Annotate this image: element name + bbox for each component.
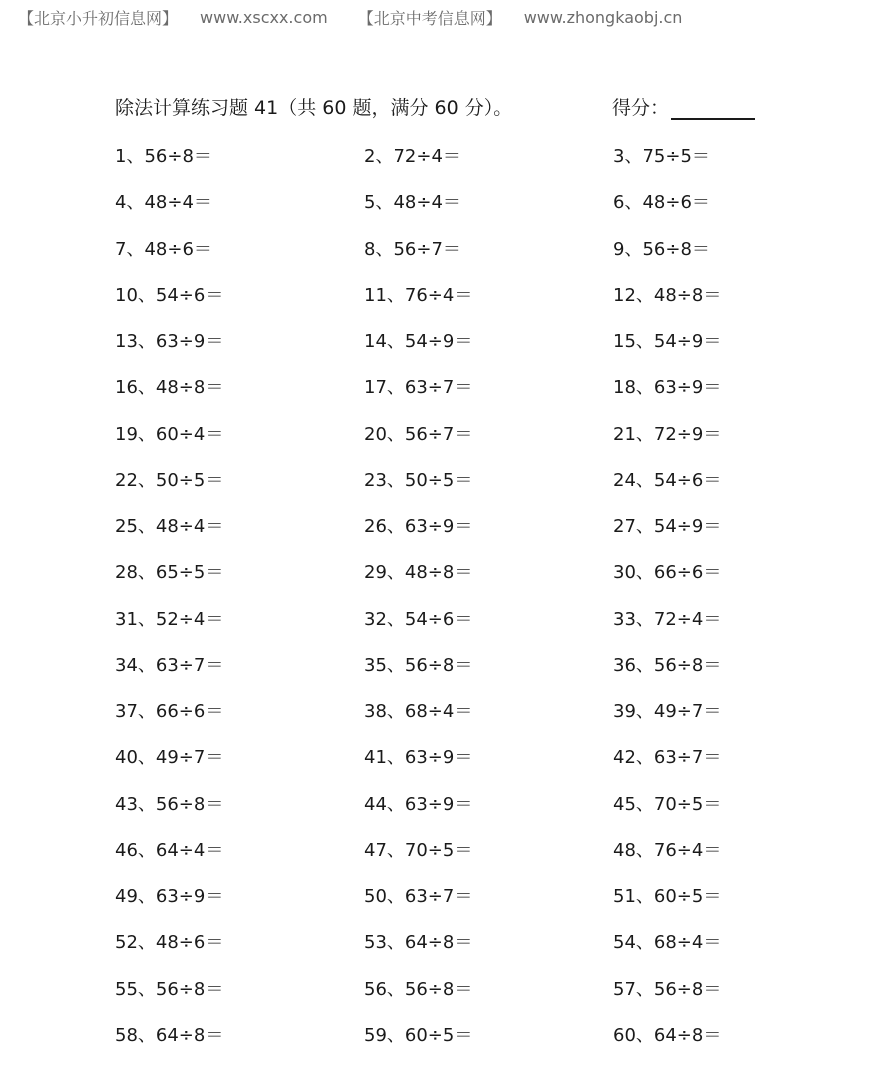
problem-item: 9、56÷8＝ [613,238,710,260]
problem-item: 1、56÷8＝ [115,146,212,167]
score-blank-line[interactable] [671,98,755,120]
site-name-zhongkao: 【北京中考信息网】 [357,8,502,28]
problem-item: 6、48÷6＝ [613,192,710,214]
problem-item: 2、72÷4＝ [364,146,461,167]
problem-grid [115,140,860,1065]
problem-item: 8、56÷7＝ [364,238,461,260]
problem-item: 11、76÷4＝ [364,284,473,306]
problem-item: 42、63÷7＝ [613,747,722,769]
problem-item: 7、48÷6＝ [115,238,212,260]
problem-item: 12、48÷8＝ [613,284,722,306]
problem-item: 39、49÷7＝ [613,701,722,722]
problem-item: 23、50÷5＝ [364,469,473,491]
problem-item: 18、63÷9＝ [613,377,722,399]
problem-item: 35、56÷8＝ [364,654,473,676]
problem-item: 51、60÷5＝ [613,886,722,907]
problem-item: 49、63÷9＝ [115,886,224,907]
problem-item: 20、56÷7＝ [364,423,473,445]
problem-item: 57、56÷8＝ [613,978,722,1000]
problem-item: 27、54÷9＝ [613,516,722,537]
problem-item: 60、64÷8＝ [613,1024,722,1046]
problem-item: 52、48÷6＝ [115,932,224,954]
problem-item: 14、54÷9＝ [364,331,473,352]
problem-item: 24、54÷6＝ [613,469,722,491]
problem-item: 53、64÷8＝ [364,932,473,954]
problem-item: 4、48÷4＝ [115,192,212,214]
problem-item: 32、54÷6＝ [364,608,473,630]
problem-item: 37、66÷6＝ [115,701,224,722]
problem-item: 54、68÷4＝ [613,932,722,954]
problem-item: 34、63÷7＝ [115,654,224,676]
score-label: 得分： [612,97,670,119]
problem-item: 36、56÷8＝ [613,654,722,676]
site-name-xscxx: 【北京小升初信息网】 [18,8,179,28]
problem-item: 10、54÷6＝ [115,284,224,306]
problem-item: 59、60÷5＝ [364,1024,473,1046]
problem-item: 13、63÷9＝ [115,331,224,352]
problem-item: 58、64÷8＝ [115,1024,224,1046]
problem-item: 25、48÷4＝ [115,516,224,537]
problem-item: 45、70÷5＝ [613,793,722,815]
problem-item: 19、60÷4＝ [115,423,224,445]
problem-item: 30、66÷6＝ [613,562,722,584]
problem-item: 48、76÷4＝ [613,839,722,861]
problem-item: 43、56÷8＝ [115,793,224,815]
problem-item: 38、68÷4＝ [364,701,473,722]
problem-item: 50、63÷7＝ [364,886,473,907]
problem-item: 47、70÷5＝ [364,839,473,861]
problem-item: 44、63÷9＝ [364,793,473,815]
problem-item: 56、56÷8＝ [364,978,473,1000]
worksheet-title-row [115,93,775,123]
problem-item: 5、48÷4＝ [364,192,461,214]
problem-item: 3、75÷5＝ [613,146,710,167]
problem-item: 55、56÷8＝ [115,978,224,1000]
problem-item: 16、48÷8＝ [115,377,224,399]
score-field [612,93,755,120]
problem-item: 15、54÷9＝ [613,331,722,352]
problem-item: 46、64÷4＝ [115,839,224,861]
page-header [18,6,682,28]
problem-item: 26、63÷9＝ [364,516,473,537]
problem-item: 28、65÷5＝ [115,562,224,584]
problem-item: 33、72÷4＝ [613,608,722,630]
worksheet-title: 除法计算练习题 41（共 60 题，满分 60 分）。 [115,97,513,119]
problem-item: 31、52÷4＝ [115,608,224,630]
problem-item: 22、50÷5＝ [115,469,224,491]
site-url-zhongkao[interactable]: www.zhongkaobj.cn [523,7,683,27]
problem-item: 41、63÷9＝ [364,747,473,769]
problem-item: 21、72÷9＝ [613,423,722,445]
problem-item: 17、63÷7＝ [364,377,473,399]
problem-item: 29、48÷8＝ [364,562,473,584]
problem-item: 40、49÷7＝ [115,747,224,769]
site-url-xscxx[interactable]: www.xscxx.com [200,7,328,27]
